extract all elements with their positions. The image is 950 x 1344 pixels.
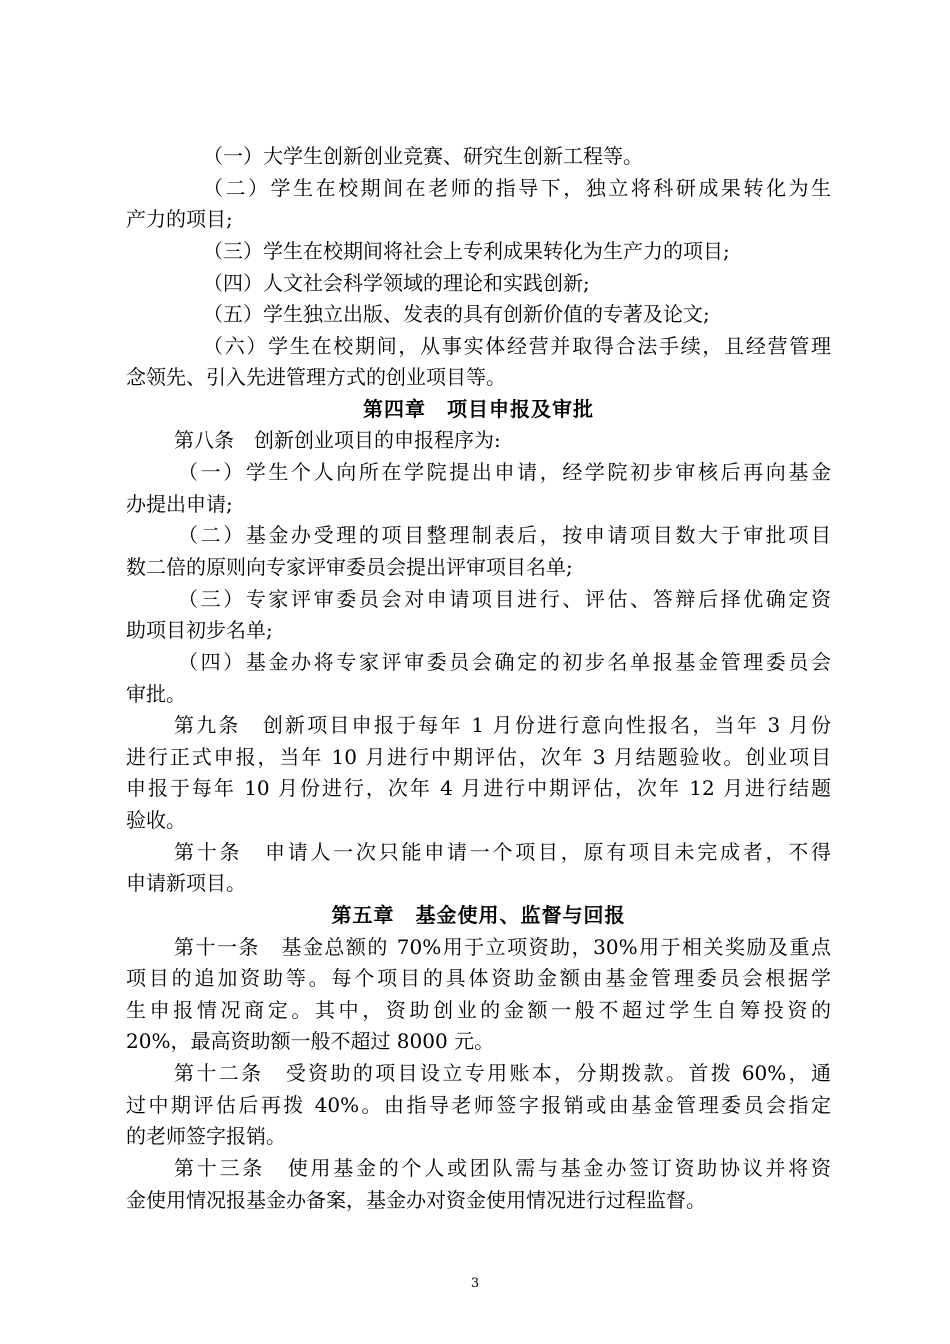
paragraph-line: 金使用情况报基金办备案，基金办对资金使用情况进行过程监督。 bbox=[126, 1188, 706, 1212]
chapter-heading: 第四章 项目申报及审批 bbox=[363, 397, 594, 421]
list-item: （四）人文社会科学领域的理论和实践创新; bbox=[203, 271, 590, 295]
paragraph-line: 过中期评估后再拨 40%。由指导老师签字报销或由基金管理委员会指定 bbox=[126, 1093, 831, 1117]
list-item: （一）大学生创新创业竞赛、研究生创新工程等。 bbox=[203, 144, 643, 168]
paragraph-line: 办提出申请; bbox=[126, 492, 233, 516]
list-item: （一）学生个人向所在学院提出申请，经学院初步审核后再向基金 bbox=[178, 460, 831, 484]
article-line: 第十一条 基金总额的 70%用于立项资助，30%用于相关奖励及重点 bbox=[174, 935, 831, 959]
page-number: 3 bbox=[470, 1276, 480, 1291]
article-line: 第九条 创新项目申报于每年 1 月份进行意向性报名，当年 3 月份 bbox=[174, 713, 831, 737]
paragraph-line: 申报于每年 10 月份进行，次年 4 月进行中期评估，次年 12 月进行结题 bbox=[126, 776, 831, 800]
list-item: （二）学生在校期间在老师的指导下，独立将科研成果转化为生 bbox=[203, 176, 831, 200]
paragraph-line: 20%，最高资助额一般不超过 8000 元。 bbox=[126, 1029, 495, 1053]
paragraph-line: 生申报情况商定。其中，资助创业的金额一般不超过学生自筹投资的 bbox=[126, 998, 831, 1022]
paragraph-line: 助项目初步名单; bbox=[126, 618, 273, 642]
paragraph-line: 念领先、引入先进管理方式的创业项目等。 bbox=[126, 365, 506, 389]
list-item: （二）基金办受理的项目整理制表后，按申请项目数大于审批项目 bbox=[178, 523, 831, 547]
list-item: （四）基金办将专家评审委员会确定的初步名单报基金管理委员会 bbox=[178, 650, 831, 674]
paragraph-line: 数二倍的原则向专家评审委员会提出评审项目名单; bbox=[126, 555, 573, 579]
paragraph-line: 的老师签字报销。 bbox=[126, 1124, 286, 1148]
paragraph-line: 产力的项目; bbox=[126, 207, 233, 231]
chapter-heading: 第五章 基金使用、监督与回报 bbox=[331, 903, 626, 927]
paragraph-line: 审批。 bbox=[126, 682, 186, 706]
paragraph-line: 申请新项目。 bbox=[126, 871, 246, 895]
article-line: 第十二条 受资助的项目设立专用账本，分期拨款。首拨 60%，通 bbox=[174, 1061, 831, 1085]
article-line: 第十三条 使用基金的个人或团队需与基金办签订资助协议并将资 bbox=[174, 1156, 831, 1180]
list-item: （三）学生在校期间将社会上专利成果转化为生产力的项目; bbox=[203, 239, 730, 263]
paragraph-line: 验收。 bbox=[126, 808, 186, 832]
paragraph-line: 项目的追加资助等。每个项目的具体资助金额由基金管理委员会根据学 bbox=[126, 966, 831, 990]
article-line: 第十条 申请人一次只能申请一个项目，原有项目未完成者，不得 bbox=[174, 840, 831, 864]
paragraph-line: 进行正式申报，当年 10 月进行中期评估，次年 3 月结题验收。创业项目 bbox=[126, 745, 831, 769]
article-line: 第八条 创新创业项目的申报程序为: bbox=[174, 428, 501, 452]
list-item: （五）学生独立出版、发表的具有创新价值的专著及论文; bbox=[203, 302, 710, 326]
list-item: （三）专家评审委员会对申请项目进行、评估、答辩后择优确定资 bbox=[178, 587, 831, 611]
list-item: （六）学生在校期间，从事实体经营并取得合法手续，且经营管理 bbox=[203, 334, 831, 358]
